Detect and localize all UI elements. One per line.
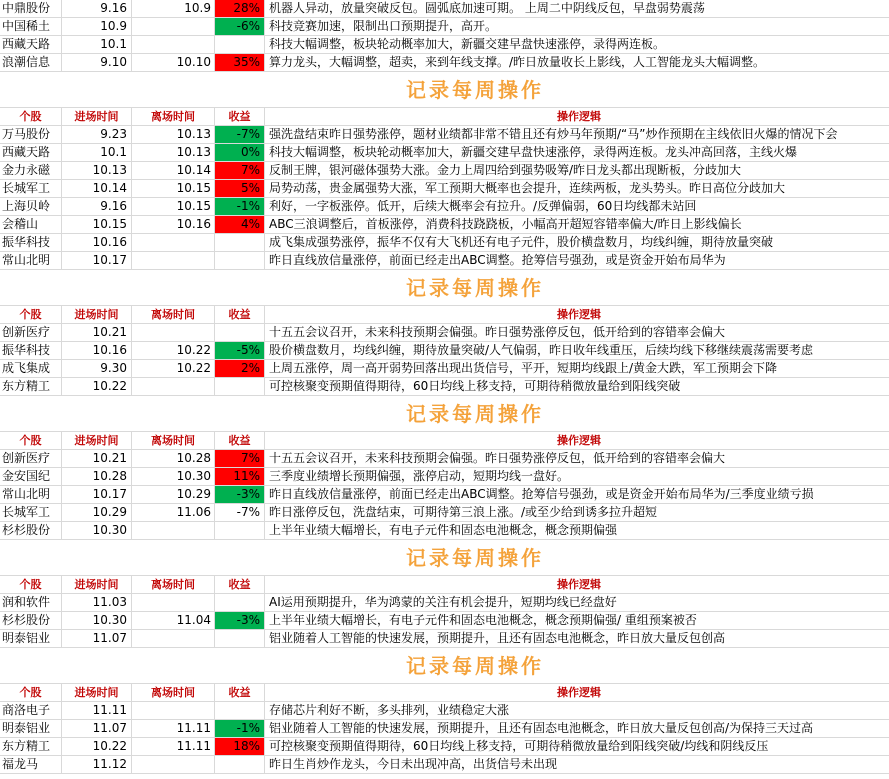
stock-name-cell[interactable]: 会稽山 (0, 216, 62, 233)
stock-name-cell[interactable]: 西藏天路 (0, 144, 62, 161)
table-row (0, 36, 889, 54)
col-header-logic: 操作逻辑 (557, 686, 601, 699)
exit-date-cell[interactable]: 10.10 (132, 54, 215, 71)
entry-date-cell[interactable]: 10.17 (62, 486, 132, 503)
table-row (0, 126, 889, 144)
exit-date-cell[interactable] (132, 522, 215, 539)
entry-date-cell[interactable]: 10.9 (62, 18, 132, 35)
entry-date-cell[interactable]: 10.15 (62, 216, 132, 233)
return-cell[interactable] (215, 324, 265, 341)
logic-cell[interactable]: 科技大幅调整，板块轮动概率加大，新疆交建早盘快速涨停，录得两连板。 (269, 37, 666, 51)
col-header-stock: 个股 (0, 306, 62, 323)
logic-cell[interactable]: 成飞集成强势涨停，振华不仅有大飞机还有电子元件，股价横盘数月，均线纠缠，期待放量突破 (269, 235, 774, 249)
col-header-stock: 个股 (0, 432, 62, 449)
entry-date-cell[interactable]: 10.21 (62, 324, 132, 341)
logic-cell[interactable]: 上周五涨停，周一高开弱势回落出现出货信号，平开，短期均线跟上/黄金大跌，军工预期会下降 (269, 361, 778, 375)
return-cell[interactable]: -7% (215, 504, 265, 521)
entry-date-cell[interactable]: 10.22 (62, 378, 132, 395)
exit-date-cell[interactable]: 10.14 (132, 162, 215, 179)
stock-name-cell[interactable]: 创新医疗 (0, 450, 62, 467)
header-row (0, 684, 889, 702)
exit-date-cell[interactable] (132, 594, 215, 611)
logic-cell[interactable]: 昨日生肖炒作龙头，今日未出现冲高，出货信号未出现 (269, 757, 558, 771)
col-header-stock: 个股 (0, 684, 62, 701)
logic-cell[interactable]: 算力龙头，大幅调整，超卖，来到年线支撑。/昨日放量收长上影线，人工智能龙头大幅调整。 (269, 55, 766, 69)
entry-date-cell[interactable]: 9.23 (62, 126, 132, 143)
table-row (0, 144, 889, 162)
exit-date-cell[interactable]: 11.06 (132, 504, 215, 521)
return-cell[interactable]: -6% (215, 18, 265, 35)
table-row (0, 162, 889, 180)
entry-date-cell[interactable]: 9.30 (62, 360, 132, 377)
col-header-exit: 离场时间 (132, 306, 215, 323)
exit-date-cell[interactable]: 11.11 (132, 720, 215, 737)
return-cell[interactable]: -5% (215, 342, 265, 359)
entry-date-cell[interactable]: 11.07 (62, 630, 132, 647)
exit-date-cell[interactable]: 11.04 (132, 612, 215, 629)
logic-cell[interactable]: 科技竞赛加速，限制出口预期提升，高开。 (269, 19, 498, 33)
exit-date-cell[interactable] (132, 630, 215, 647)
table-row (0, 630, 889, 648)
stock-name-cell[interactable]: 明泰铝业 (0, 630, 62, 647)
stock-name-cell[interactable]: 西藏天路 (0, 36, 62, 53)
table-row (0, 360, 889, 378)
exit-date-cell[interactable]: 11.11 (132, 738, 215, 755)
return-cell[interactable] (215, 522, 265, 539)
table-row (0, 342, 889, 360)
entry-date-cell[interactable]: 10.16 (62, 342, 132, 359)
stock-name-cell[interactable]: 中鼎股份 (0, 0, 62, 17)
exit-date-cell[interactable]: 10.15 (132, 198, 215, 215)
table-row (0, 0, 889, 18)
table-row (0, 216, 889, 234)
table-row (0, 18, 889, 36)
return-cell[interactable]: 4% (215, 216, 265, 233)
stock-name-cell[interactable]: 常山北明 (0, 252, 62, 269)
logic-cell[interactable]: 强洗盘结束昨日强势涨停，题材业绩都非常不错且还有炒马年预期/“马”炒作预期在主线依旧火爆的情况下会 (269, 127, 838, 141)
stock-name-cell[interactable]: 杉杉股份 (0, 612, 62, 629)
stock-name-cell[interactable]: 东方精工 (0, 378, 62, 395)
exit-date-cell[interactable] (132, 18, 215, 35)
logic-cell[interactable]: 昨日直线放信量涨停，前面已经走出ABC调整。抢筹信号强劲，或是资金开始布局华为 (269, 253, 726, 267)
logic-cell[interactable]: 上半年业绩大幅增长，有电子元件和固态电池概念，概念预期偏强 (269, 523, 618, 537)
col-header-entry: 进场时间 (62, 108, 132, 125)
exit-date-cell[interactable] (132, 36, 215, 53)
table-row (0, 450, 889, 468)
exit-date-cell[interactable]: 10.28 (132, 450, 215, 467)
return-cell[interactable]: -1% (215, 198, 265, 215)
stock-name-cell[interactable]: 成飞集成 (0, 360, 62, 377)
logic-cell[interactable]: ABC三浪调整后，首板涨停，消费科技跷跷板，小幅高开超短容错率偏大/昨日上影线偏长 (269, 217, 742, 231)
col-header-return: 收益 (215, 576, 265, 593)
logic-cell[interactable]: 科技大幅调整，板块轮动概率加大，新疆交建早盘快速涨停，录得两连板。龙头冲高回落，主线火爆 (269, 145, 798, 159)
col-header-return: 收益 (215, 684, 265, 701)
table-row (0, 324, 889, 342)
exit-date-cell[interactable]: 10.13 (132, 144, 215, 161)
logic-cell[interactable]: 机器人异动，放量突破反包。圆弧底加速可期。 上周二中阴线反包，早盘弱势震荡 (269, 1, 705, 15)
exit-date-cell[interactable]: 10.16 (132, 216, 215, 233)
exit-date-cell[interactable] (132, 702, 215, 719)
return-cell[interactable]: 7% (215, 162, 265, 179)
return-cell[interactable] (215, 378, 265, 395)
table-row (0, 594, 889, 612)
col-header-logic: 操作逻辑 (557, 110, 601, 123)
stock-name-cell[interactable]: 创新医疗 (0, 324, 62, 341)
section-title: 记录每周操作 (406, 78, 544, 102)
stock-name-cell[interactable]: 振华科技 (0, 234, 62, 251)
logic-cell[interactable]: 存储芯片利好不断，多头排列，业绩稳定大涨 (269, 703, 510, 717)
logic-cell[interactable]: 反制王牌，银河磁体强势大涨。金力上周四给到强势吸筹/昨日龙头都出现断板，分歧加大 (269, 163, 742, 177)
entry-date-cell[interactable]: 10.14 (62, 180, 132, 197)
col-header-exit: 离场时间 (132, 108, 215, 125)
exit-date-cell[interactable]: 10.13 (132, 126, 215, 143)
entry-date-cell[interactable]: 10.13 (62, 162, 132, 179)
return-cell[interactable]: 2% (215, 360, 265, 377)
return-cell[interactable]: -1% (215, 720, 265, 737)
stock-name-cell[interactable]: 长城军工 (0, 504, 62, 521)
exit-date-cell[interactable]: 10.9 (132, 0, 215, 17)
col-header-return: 收益 (215, 108, 265, 125)
table-row (0, 702, 889, 720)
exit-date-cell[interactable] (132, 378, 215, 395)
col-header-entry: 进场时间 (62, 684, 132, 701)
col-header-stock: 个股 (0, 576, 62, 593)
stock-name-cell[interactable]: 浪潮信息 (0, 54, 62, 71)
table-row (0, 252, 889, 270)
return-cell[interactable] (215, 630, 265, 647)
exit-date-cell[interactable] (132, 756, 215, 773)
header-row (0, 108, 889, 126)
return-cell[interactable] (215, 252, 265, 269)
entry-date-cell[interactable]: 10.28 (62, 468, 132, 485)
col-header-exit: 离场时间 (132, 576, 215, 593)
col-header-entry: 进场时间 (62, 576, 132, 593)
entry-date-cell[interactable]: 11.12 (62, 756, 132, 773)
entry-date-cell[interactable]: 10.29 (62, 504, 132, 521)
logic-cell[interactable]: 十五五会议召开，未来科技预期会偏强。昨日强势涨停反包，低开给到的容错率会偏大 (269, 325, 726, 339)
entry-date-cell[interactable]: 11.11 (62, 702, 132, 719)
exit-date-cell[interactable]: 10.30 (132, 468, 215, 485)
return-cell[interactable]: 0% (215, 144, 265, 161)
return-cell[interactable]: -3% (215, 486, 265, 503)
entry-date-cell[interactable]: 10.17 (62, 252, 132, 269)
stock-name-cell[interactable]: 长城军工 (0, 180, 62, 197)
entry-date-cell[interactable]: 10.1 (62, 36, 132, 53)
stock-name-cell[interactable]: 润和软件 (0, 594, 62, 611)
entry-date-cell[interactable]: 10.30 (62, 612, 132, 629)
section-title: 记录每周操作 (406, 276, 544, 300)
table-row (0, 54, 889, 72)
stock-name-cell[interactable]: 常山北明 (0, 486, 62, 503)
entry-date-cell[interactable]: 10.21 (62, 450, 132, 467)
entry-date-cell[interactable]: 11.03 (62, 594, 132, 611)
return-cell[interactable]: 28% (215, 0, 265, 17)
header-row (0, 306, 889, 324)
col-header-stock: 个股 (0, 108, 62, 125)
stock-name-cell[interactable]: 明泰铝业 (0, 720, 62, 737)
logic-cell[interactable]: 股价横盘数月，均线纠缠，期待放量突破/人气偏弱，昨日收年线重压，后续均线下移继续震荡需要考虑 (269, 343, 814, 357)
section-title: 记录每周操作 (406, 402, 544, 426)
logic-cell[interactable]: 昨日直线放信量涨停，前面已经走出ABC调整。抢筹信号强劲，或是资金开始布局华为/三季度业绩亏损 (269, 487, 814, 501)
col-header-logic: 操作逻辑 (557, 434, 601, 447)
return-cell[interactable] (215, 756, 265, 773)
return-cell[interactable]: 35% (215, 54, 265, 71)
entry-date-cell[interactable]: 9.16 (62, 198, 132, 215)
return-cell[interactable]: -3% (215, 612, 265, 629)
return-cell[interactable] (215, 36, 265, 53)
exit-date-cell[interactable]: 10.22 (132, 342, 215, 359)
stock-name-cell[interactable]: 金安国纪 (0, 468, 62, 485)
col-header-logic: 操作逻辑 (557, 308, 601, 321)
col-header-exit: 离场时间 (132, 432, 215, 449)
exit-date-cell[interactable] (132, 324, 215, 341)
stock-name-cell[interactable]: 东方精工 (0, 738, 62, 755)
col-header-entry: 进场时间 (62, 306, 132, 323)
exit-date-cell[interactable]: 10.29 (132, 486, 215, 503)
logic-cell[interactable]: 铝业随着人工智能的快速发展，预期提升，且还有固态电池概念，昨日放大量反包创高 (269, 631, 726, 645)
section-title-row (0, 72, 889, 108)
return-cell[interactable]: 11% (215, 468, 265, 485)
exit-date-cell[interactable] (132, 234, 215, 251)
stock-name-cell[interactable]: 福龙马 (0, 756, 62, 773)
table-row (0, 198, 889, 216)
entry-date-cell[interactable]: 9.16 (62, 0, 132, 17)
return-cell[interactable]: 18% (215, 738, 265, 755)
header-row (0, 432, 889, 450)
stock-name-cell[interactable]: 上海贝岭 (0, 198, 62, 215)
logic-cell[interactable]: 铝业随着人工智能的快速发展，预期提升，且还有固态电池概念，昨日放大量反包创高/为保持三天过高 (269, 721, 814, 735)
stock-name-cell[interactable]: 中国稀土 (0, 18, 62, 35)
entry-date-cell[interactable]: 10.22 (62, 738, 132, 755)
exit-date-cell[interactable]: 10.22 (132, 360, 215, 377)
table-row (0, 504, 889, 522)
table-row (0, 720, 889, 738)
stock-name-cell[interactable]: 金力永磁 (0, 162, 62, 179)
return-cell[interactable]: 7% (215, 450, 265, 467)
logic-cell[interactable]: 可控核聚变预期值得期待，60日均线上移支持，可期待稍微放量给到阳线突破 (269, 379, 681, 393)
entry-date-cell[interactable]: 10.16 (62, 234, 132, 251)
logic-cell[interactable]: 上半年业绩大幅增长，有电子元件和固态电池概念，概念预期偏强/ 重组预案被否 (269, 613, 697, 627)
col-header-exit: 离场时间 (132, 684, 215, 701)
return-cell[interactable]: 5% (215, 180, 265, 197)
section-title: 记录每周操作 (406, 546, 544, 570)
section-title: 记录每周操作 (406, 654, 544, 678)
entry-date-cell[interactable]: 10.30 (62, 522, 132, 539)
stock-name-cell[interactable]: 万马股份 (0, 126, 62, 143)
return-cell[interactable] (215, 234, 265, 251)
section-title-row (0, 648, 889, 684)
section-title-row (0, 270, 889, 306)
stock-name-cell[interactable]: 商洛电子 (0, 702, 62, 719)
section-title-row (0, 540, 889, 576)
table-row (0, 738, 889, 756)
logic-cell[interactable]: AI运用预期提升，华为鸿蒙的关注有机会提升，短期均线已经盘好 (269, 595, 617, 609)
return-cell[interactable] (215, 702, 265, 719)
stock-name-cell[interactable]: 杉杉股份 (0, 522, 62, 539)
table-row (0, 612, 889, 630)
col-header-entry: 进场时间 (62, 432, 132, 449)
logic-cell[interactable]: 十五五会议召开，未来科技预期会偏强。昨日强势涨停反包，低开给到的容错率会偏大 (269, 451, 726, 465)
table-row (0, 468, 889, 486)
logic-cell[interactable]: 可控核聚变预期值得期待，60日均线上移支持，可期待稍微放量给到阳线突破/均线和阴线反压 (269, 739, 769, 753)
table-row (0, 486, 889, 504)
table-row (0, 756, 889, 774)
entry-date-cell[interactable]: 10.1 (62, 144, 132, 161)
stock-name-cell[interactable]: 振华科技 (0, 342, 62, 359)
entry-date-cell[interactable]: 9.10 (62, 54, 132, 71)
return-cell[interactable]: -7% (215, 126, 265, 143)
logic-cell[interactable]: 利好，一字板涨停。低开，后续大概率会有拉升。/反弹偏弱，60日均线都未站回 (269, 199, 697, 213)
return-cell[interactable] (215, 594, 265, 611)
table-row (0, 180, 889, 198)
col-header-return: 收益 (215, 306, 265, 323)
logic-cell[interactable]: 昨日涨停反包，洗盘结束，可期待第三浪上涨。/或至少给到诱多拉升超短 (269, 505, 658, 519)
table-row (0, 378, 889, 396)
header-row (0, 576, 889, 594)
entry-date-cell[interactable]: 11.07 (62, 720, 132, 737)
logic-cell[interactable]: 局势动荡，贵金属强势大涨，军工预期大概率也会提升，连续两板，龙头势头。昨日高位分歧加大 (269, 181, 786, 195)
section-title-row (0, 396, 889, 432)
logic-cell[interactable]: 三季度业绩增长预期偏强，涨停启动，短期均线一盘好。 (269, 469, 570, 483)
exit-date-cell[interactable]: 10.15 (132, 180, 215, 197)
exit-date-cell[interactable] (132, 252, 215, 269)
col-header-return: 收益 (215, 432, 265, 449)
table-row (0, 234, 889, 252)
col-header-logic: 操作逻辑 (557, 578, 601, 591)
table-row (0, 522, 889, 540)
